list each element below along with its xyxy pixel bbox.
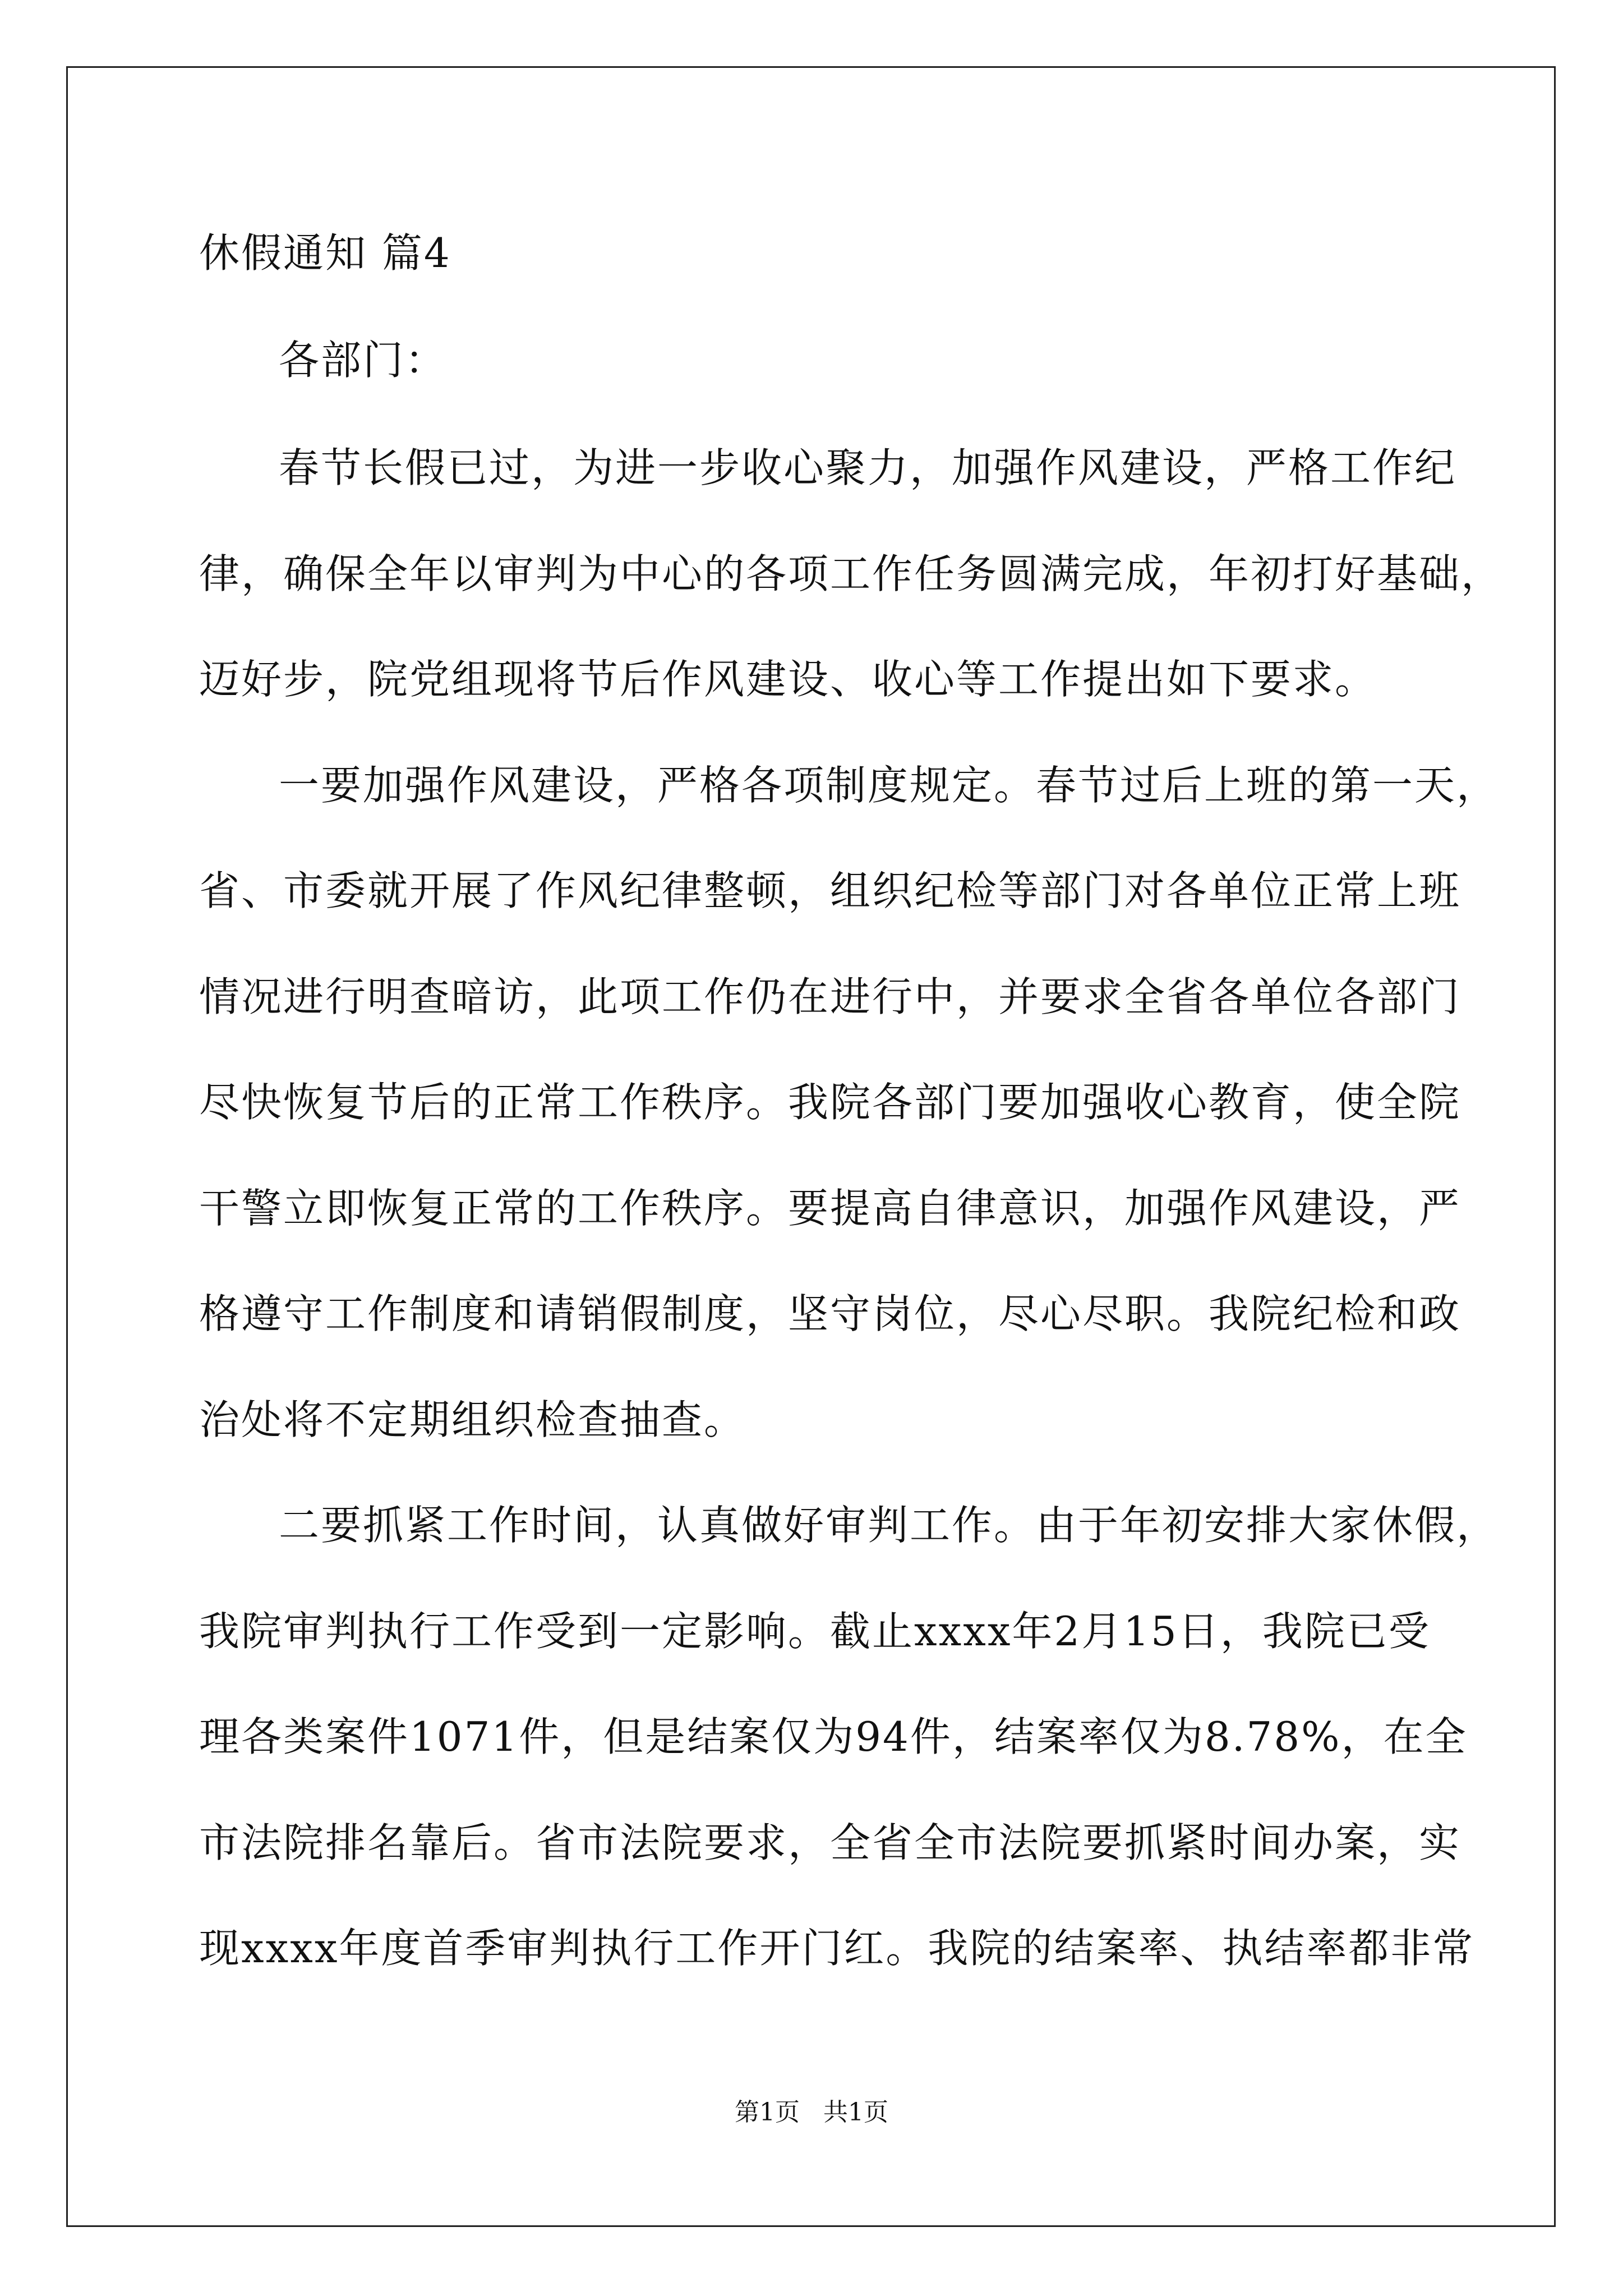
- document-title: 休假通知 篇4: [199, 229, 451, 277]
- body-line: 律，确保全年以审判为中心的各项工作任务圆满完成，年初打好基础，: [199, 550, 1504, 597]
- body-line: 省、市委就开展了作风纪律整顿，组织纪检等部门对各单位正常上班: [199, 867, 1461, 914]
- body-line: 干警立即恢复正常的工作秩序。要提高自律意识，加强作风建设，严: [199, 1185, 1461, 1232]
- page-border: [66, 66, 1556, 2227]
- page-footer: 第1页 共1页: [735, 2098, 888, 2127]
- body-line: 尽快恢复节后的正常工作秩序。我院各部门要加强收心教育，使全院: [199, 1079, 1461, 1126]
- body-line: 治处将不定期组织检查抽查。: [199, 1396, 746, 1443]
- body-line: 理各类案件1071件，但是结案仅为94件，结案率仅为8.78%，在全: [199, 1713, 1468, 1760]
- body-line: 春节长假已过，为进一步收心聚力，加强作风建设，严格工作纪: [279, 444, 1457, 491]
- body-line: 一要加强作风建设，严格各项制度规定。春节过后上班的第一天，: [279, 762, 1499, 809]
- body-line: 我院审判执行工作受到一定影响。截止xxxx年2月15日，我院已受: [199, 1608, 1431, 1655]
- body-line: 格遵守工作制度和请销假制度，坚守岗位，尽心尽职。我院纪检和政: [199, 1290, 1461, 1337]
- body-line: 迈好步，院党组现将节后作风建设、收心等工作提出如下要求。: [199, 656, 1377, 703]
- body-line: 现xxxx年度首季审判执行工作开门红。我院的结案率、执结率都非常: [199, 1925, 1475, 1972]
- salutation: 各部门：: [279, 337, 448, 384]
- body-line: 二要抓紧工作时间，认真做好审判工作。由于年初安排大家休假，: [279, 1502, 1499, 1549]
- body-line: 情况进行明查暗访，此项工作仍在进行中，并要求全省各单位各部门: [199, 973, 1461, 1020]
- body-line: 市法院排名靠后。省市法院要求，全省全市法院要抓紧时间办案，实: [199, 1819, 1461, 1866]
